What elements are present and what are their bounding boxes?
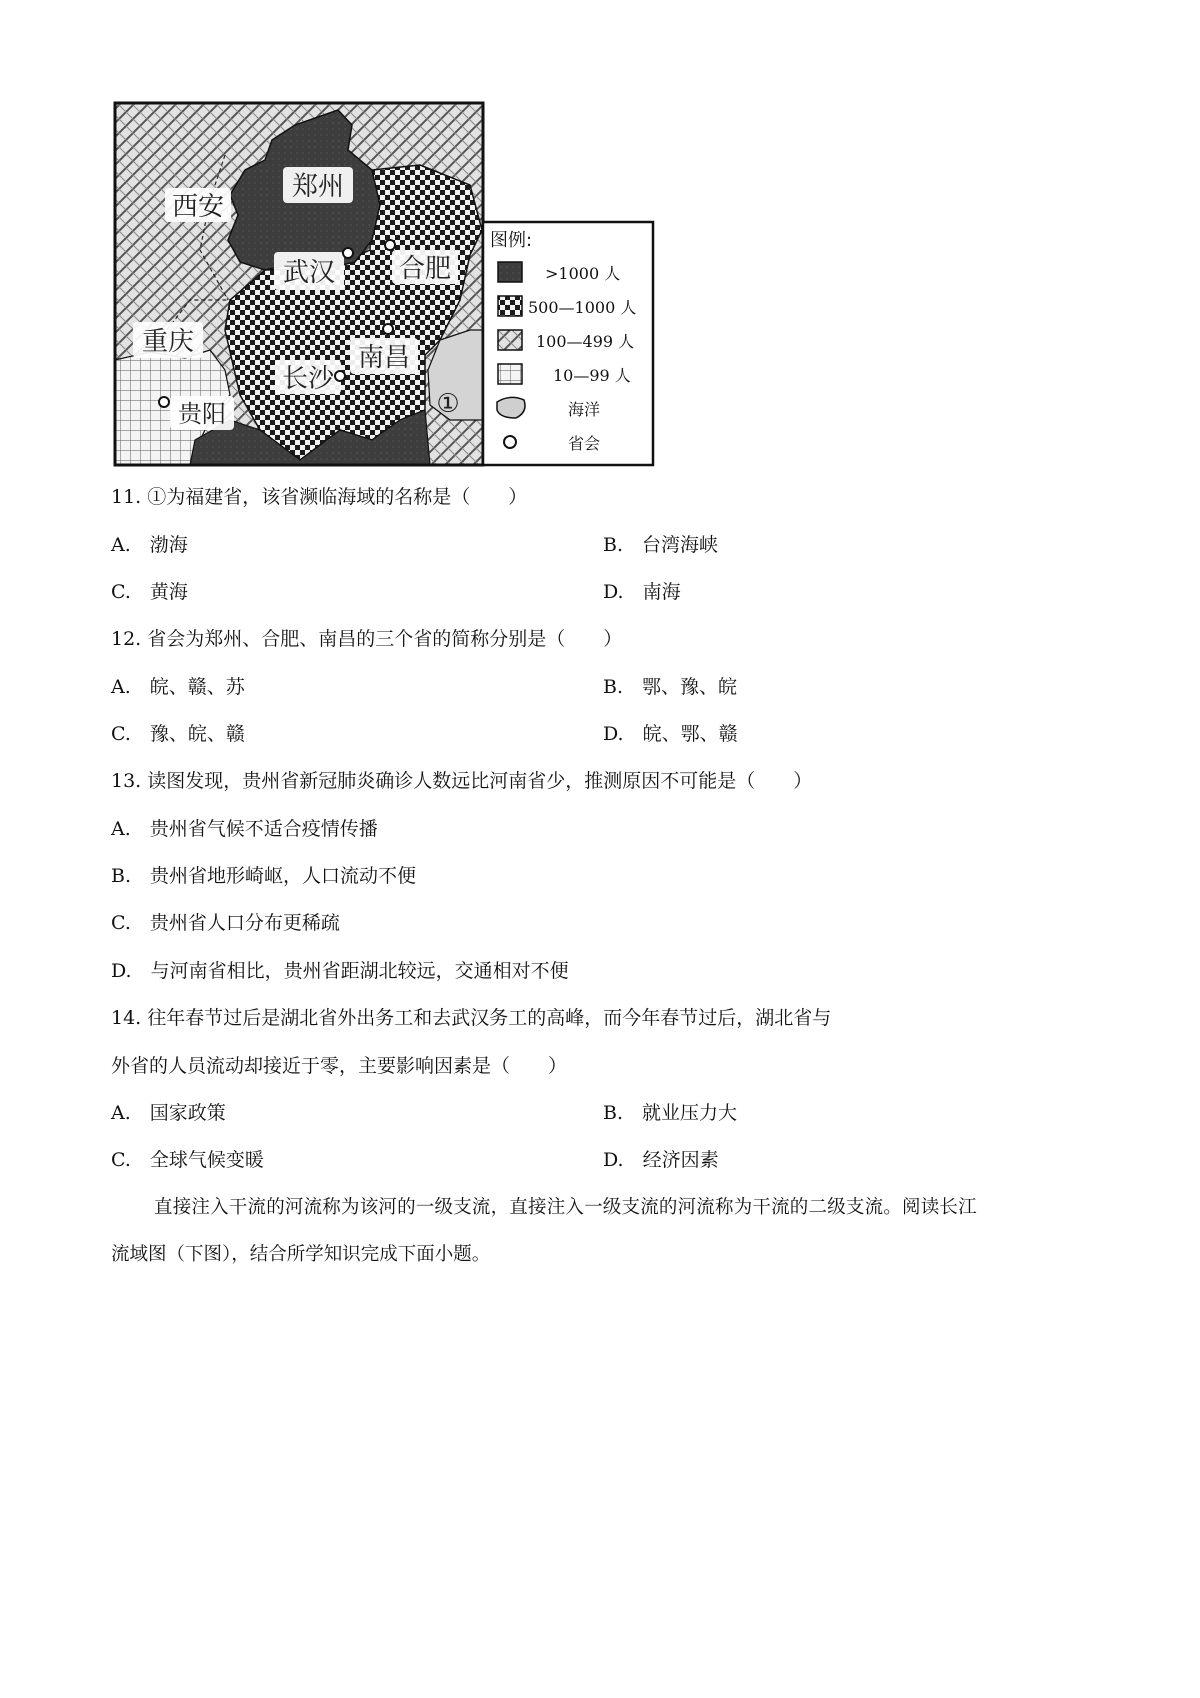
- question-13-option-b[interactable]: B. 贵州省地形崎岖，人口流动不便: [111, 865, 417, 887]
- question-14-option-b[interactable]: B. 就业压力大: [603, 1102, 738, 1124]
- intro-paragraph-line1: 直接注入干流的河流称为该河的一级支流，直接注入一级支流的河流称为干流的二级支流。阅读长江: [154, 1197, 977, 1218]
- question-11-option-b[interactable]: B. 台湾海峡: [603, 534, 719, 556]
- svg-text:郑州: 郑州: [291, 172, 345, 202]
- capital-dot-hefei: [385, 240, 395, 250]
- legend-title: 图例:: [490, 230, 533, 251]
- capital-dot-nanchang: [383, 324, 393, 334]
- capital-dot-changsha: [335, 371, 345, 381]
- svg-text:重庆: 重庆: [141, 327, 195, 357]
- question-12-option-b[interactable]: B. 鄂、豫、皖: [603, 676, 738, 698]
- svg-text:贵阳: 贵阳: [178, 400, 226, 428]
- question-11-option-d[interactable]: D. 南海: [603, 581, 681, 603]
- legend-label: 500—1000 人: [528, 298, 637, 317]
- question-12-stem: 12. 省会为郑州、合肥、南昌的三个省的简称分别是（ ）: [111, 628, 623, 650]
- question-14-option-a[interactable]: A. 国家政策: [111, 1102, 226, 1124]
- question-14-stem-line2: 外省的人员流动却接近于零，主要影响因素是（ ）: [111, 1055, 568, 1077]
- map-legend: [483, 222, 653, 465]
- question-14-option-d[interactable]: D. 经济因素: [603, 1149, 719, 1171]
- city-label-guiyang: [170, 396, 234, 430]
- capital-dot-wuhan: [343, 248, 353, 258]
- intro-paragraph-line2: 流域图（下图），结合所学知识完成下面小题。: [111, 1244, 491, 1265]
- question-13-stem: 13. 读图发现，贵州省新冠肺炎确诊人数远比河南省少，推测原因不可能是（ ）: [111, 770, 813, 792]
- city-label-zhengzhou: [283, 167, 353, 203]
- legend-label: 省会: [568, 434, 601, 453]
- question-11-option-a[interactable]: A. 渤海: [111, 534, 188, 556]
- capital-dot-guiyang: [159, 397, 169, 407]
- svg-text:合肥: 合肥: [398, 254, 452, 284]
- svg-text:南昌: 南昌: [357, 343, 411, 373]
- question-11-option-c[interactable]: C. 黄海: [111, 581, 188, 603]
- question-14-option-c[interactable]: C. 全球气候变暖: [111, 1149, 264, 1171]
- svg-text:长沙: 长沙: [281, 364, 335, 394]
- epidemic-map-figure: [0, 0, 660, 470]
- question-13-option-c[interactable]: C. 贵州省人口分布更稀疏: [111, 912, 340, 934]
- city-label-hefei: [392, 250, 458, 284]
- question-13-option-d[interactable]: D. 与河南省相比，贵州省距湖北较远，交通相对不便: [111, 960, 569, 982]
- question-13-option-a[interactable]: A. 贵州省气候不适合疫情传播: [111, 818, 378, 840]
- question-12-option-a[interactable]: A. 皖、赣、苏: [111, 676, 245, 698]
- city-label-nanchang: [350, 338, 418, 374]
- legend-label: >1000 人: [545, 264, 621, 283]
- legend-label: 100—499 人: [536, 332, 635, 351]
- city-label-chongqing: [133, 322, 203, 358]
- question-11-stem: 11. ①为福建省，该省濒临海域的名称是（ ）: [111, 486, 528, 508]
- city-label-changsha: [275, 360, 341, 394]
- legend-label: 10—99 人: [553, 366, 631, 385]
- question-12-option-c[interactable]: C. 豫、皖、赣: [111, 723, 245, 745]
- svg-text:西安: 西安: [171, 192, 225, 222]
- svg-text:①: ①: [436, 389, 460, 419]
- question-14-stem-line1: 14. 往年春节过后是湖北省外出务工和去武汉务工的高峰，而今年春节过后，湖北省与: [111, 1007, 832, 1029]
- city-label-xian: [165, 188, 231, 222]
- legend-label: 海洋: [568, 400, 601, 419]
- map-marker-fujian: [436, 389, 459, 419]
- question-12-option-d[interactable]: D. 皖、鄂、赣: [603, 723, 738, 745]
- svg-text:武汉: 武汉: [282, 258, 336, 288]
- city-label-wuhan: [274, 252, 344, 290]
